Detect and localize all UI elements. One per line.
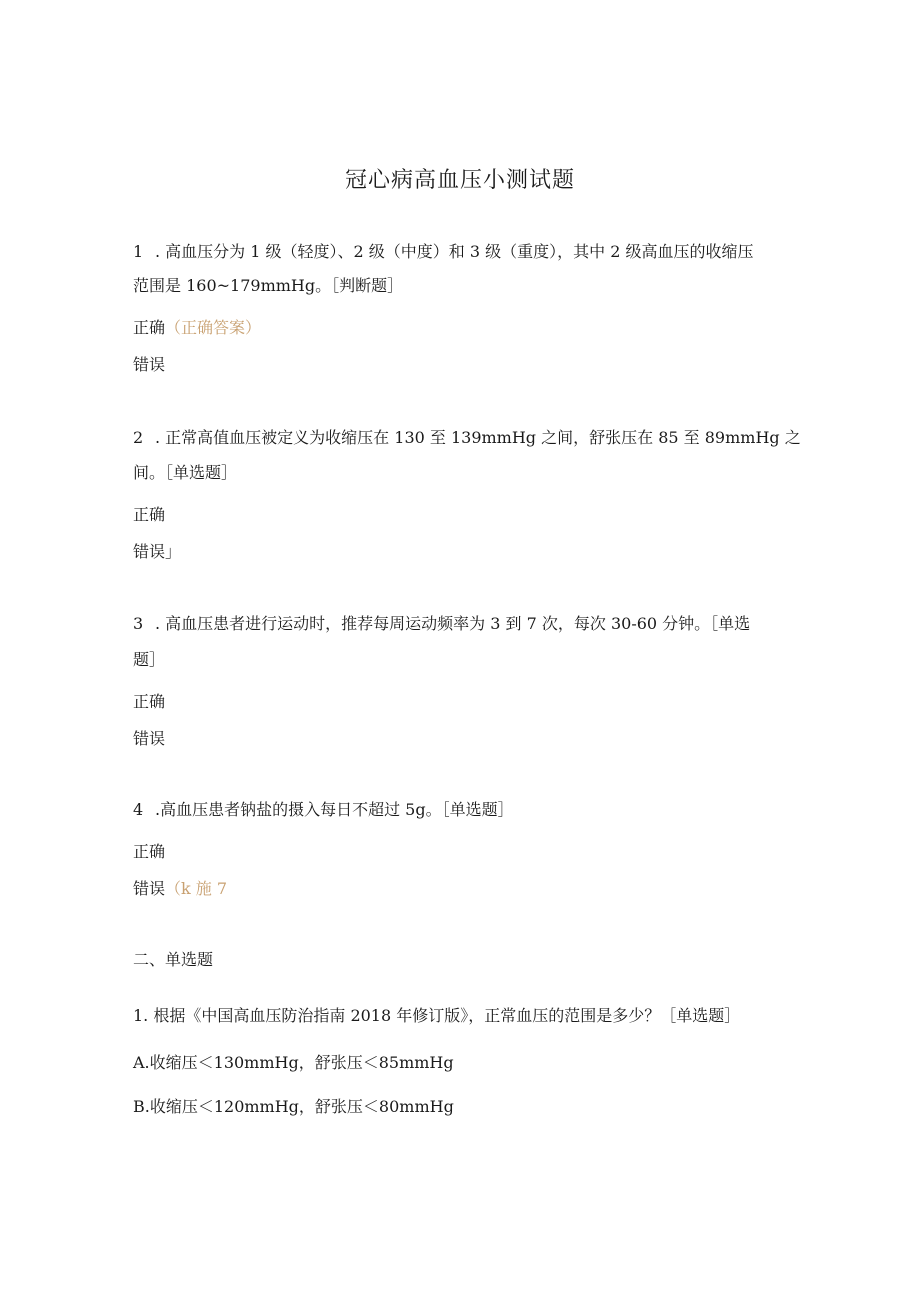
section-heading: 二、单选题 — [133, 950, 214, 969]
question-2-text-cont: 间。［单选题］ — [133, 463, 238, 482]
question-3-option-correct[interactable]: 正确 — [133, 692, 166, 711]
answer-mark: （正确答案） — [165, 318, 262, 337]
question-1-text — [133, 239, 754, 262]
section-2-question-1-text: 1. 根据《中国高血压防治指南 2018 年修订版》，正常血压的范围是多少？［单选题］ — [133, 1006, 741, 1025]
question-text-line: . 高血压患者进行运动时，推荐每周运动频率为 3 到 7 次，每次 30-60 分钟。［单选 — [155, 614, 751, 633]
question-number: 4 — [133, 800, 144, 819]
option-label: 正确 — [133, 318, 166, 337]
question-2-option-wrong[interactable]: 错误」 — [133, 542, 182, 561]
question-3-text-cont: 题］ — [133, 650, 166, 669]
question-1-text-cont: 范围是 160~179mmHg。［判断题］ — [133, 276, 404, 295]
question-1-option-wrong[interactable]: 错误 — [133, 355, 166, 374]
question-3-text — [133, 611, 750, 634]
section-2-question-1-option-b[interactable]: B.收缩压＜120mmHg，舒张压＜80mmHg — [133, 1097, 454, 1116]
question-2-option-correct[interactable]: 正确 — [133, 505, 166, 524]
answer-mark: （k 施 7 — [165, 879, 228, 898]
question-4-option-wrong[interactable] — [133, 876, 227, 899]
question-text-line: .高血压患者钠盐的摄入每日不超过 5g。［单选题］ — [155, 800, 514, 819]
question-number: 2 — [133, 428, 144, 447]
question-4-option-correct[interactable]: 正确 — [133, 842, 166, 861]
question-1-option-correct[interactable] — [133, 315, 261, 338]
option-label: 错误 — [133, 879, 166, 898]
question-2-text — [133, 425, 801, 448]
question-number: 1 — [133, 242, 144, 261]
question-number: 3 — [133, 614, 144, 633]
page-title: 冠心病高血压小测试题 — [344, 168, 575, 193]
section-2-question-1-option-a[interactable]: A.收缩压＜130mmHg，舒张压＜85mmHg — [133, 1053, 454, 1072]
question-4-text — [133, 797, 514, 820]
question-text-line: . 高血压分为 1 级（轻度）、2 级（中度）和 3 级（重度），其中 2 级高血压的收缩压 — [155, 242, 754, 261]
question-text-line: . 正常高值血压被定义为收缩压在 130 至 139mmHg 之间，舒张压在 85 至 89mmHg 之 — [155, 428, 801, 447]
question-3-option-wrong[interactable]: 错误 — [133, 729, 166, 748]
